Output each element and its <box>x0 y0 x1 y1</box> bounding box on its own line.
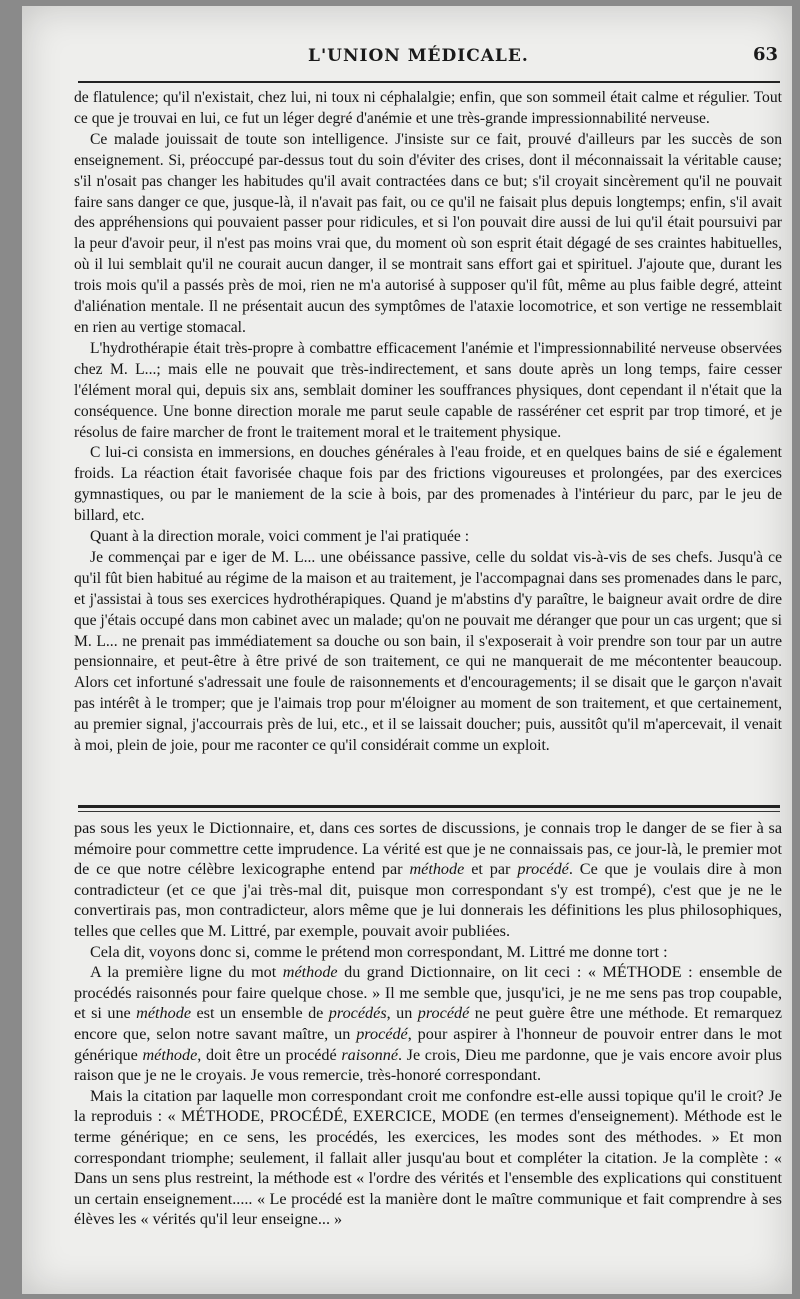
paragraph: Ce malade jouissait de toute son intelligence. J'insiste sur ce fait, prouvé d'ailleurs par les succès de son enseignement. Si, préoccupé par-dessus tout du soin d'éviter des crises, dont il méconnaissait la véritable cause; s'il n'osait pas changer les habitudes qu'il avait contractées dans ce but; s'il croyait sincèrement qu'il ne pouvait faire sans danger ce que, jusque-là, il n'avait pas fait, ou ce qu'il ne faisait plus depuis longtemps; enfin, s'il avait des appréhensions qui pouvaient passer pour ridicules, et si l'on pouvait dire aussi de lui qu'il était poursuivi par la peur d'avoir peur, il n'est pas moins vrai que, du moment où son esprit était dégagé de ses craintes habituelles, où il lui semblait qu'il ne courait aucun danger, il se montrait sans effort gai et spirituel. J'ajoute que, durant les trois mois qu'il a passés près de moi, rien ne m'a autorisé à supposer qu'il fût, même au plus faible degré, atteint d'aliénation mentale. Il ne présentait aucun des symptômes de l'ataxie locomotrice, et son vertige ne ressemblait en rien au vertige stomacal. <box>74 130 782 336</box>
section-rule-thin <box>78 811 780 812</box>
paragraph: A la première ligne du mot méthode du grand Dictionnaire, on lit ceci : « MÉTHODE : ensemble de procédés raisonnés pour faire quelque chose. » Il me semble que, jusqu'ici, je ne me sens pas trop coupable, et si une méthode est un ensemble de procédés, un procédé ne peut guère être une méthode. Et remarquez encore que, selon notre savant maître, un procédé, pour aspirer à l'honneur de pouvoir entrer dans le mot générique méthode, doit être un procédé raisonné. Je crois, Dieu me pardonne, que je vais encore avoir plus raison que je ne le croyais. Je vous remercie, très-honoré correspondant. <box>74 963 783 1085</box>
paragraph: Mais la citation par laquelle mon correspondant croit me confondre est-elle aussi topique qu'il le croit? Je la reproduis : « MÉTHODE, PROCÉDÉ, EXERCICE, MODE (en termes d'enseignement). Méthode est le terme générique; en ce sens, les procédés, les exercices, les modes sont des méthodes. » Et mon correspondant triomphe; seulement, il fallait aller jusqu'au bout et compléter la citation. Je la complète : « Dans un sens plus restreint, la méthode est « l'ordre des vérités et l'ensemble des explications qui constituent un certain enseignement..... « Le procédé est la manière dont le maître communique et fait comprendre à ses élèves les « vérités qu'il leur enseigne... » <box>74 1086 782 1229</box>
page <box>22 6 792 1294</box>
page-header <box>78 42 778 72</box>
header-rule <box>78 81 780 83</box>
upper-text-block <box>74 88 782 757</box>
paragraph: de flatulence; qu'il n'existait, chez lui, ni toux ni céphalalgie; enfin, que son sommeil était calme et régulier. Tout ce que je trouvai en lui, ce fut un léger degré d'anémie et une très-grande impressionnabilité nerveuse. <box>74 89 782 127</box>
paragraph: Cela dit, voyons donc si, comme le prétend mon correspondant, M. Littré me donne tort : <box>90 942 668 961</box>
page-number: 63 <box>752 44 778 65</box>
paragraph: Je commençai par e iger de M. L... une obéissance passive, celle du soldat vis-à-vis de ses chefs. Jusqu'à ce qu'il fût bien habitué au régime de la maison et au traitement, je l'accompagnai dans ses promenades dans le parc, et j'assistai à tous ses exercices hydrothérapiques. Quand je m'abstins d'y paraître, le baigneur avait ordre de dire que j'étais occupé dans mon cabinet avec un malade; qu'on ne pouvait me déranger que pour un cas urgent; que si M. L... ne prenait pas immédiatement sa douche ou son bain, il s'exposerait à voir prendre son tour par un autre pensionnaire, et peut-être à être privé de son traitement, ce qui ne manquerait de me mécontenter beaucoup. Alors cet infortuné s'adressait une foule de raisonnements et d'encouragements; il se disait que le garçon n'avait pas intérêt à le tromper; que je l'aimais trop pour m'éloigner au moment de son traitement, et que certainement, au premier signal, j'accourrais près de lui, etc., et il se laissait doucher; puis, aussitôt qu'il m'apercevait, il venait à moi, plein de joie, pour me raconter ce qu'il considérait comme un exploit. <box>74 548 782 755</box>
paragraph: Quant à la direction morale, voici comment je l'ai pratiquée : <box>90 528 470 546</box>
paragraph: C lui-ci consista en immersions, en douches générales à l'eau froide, et en quelques bains de sié e également froids. La réaction était favorisée chaque fois par des frictions vigoureuses et prolongées, par des exercices gymnastiques, ou par le maniement de la scie à bois, par des promenades à l'intérieur du parc, par le jeu de billard, etc. <box>74 444 782 525</box>
lower-text-block <box>74 818 782 1230</box>
paragraph: L'hydrothérapie était très-propre à combattre efficacement l'anémie et l'impressionnabilité nerveuse observées chez M. L...; mais elle ne pouvait que très-indirectement, et sans doute après un long temps, faire cesser l'élément moral qui, depuis six ans, semblait dominer les souffrances physiques, dont cependant il n'était que la conséquence. Une bonne direction morale me parut seule capable de rasséréner cet esprit par trop timoré, et je résolus de faire marcher de front le traitement moral et le traitement physique. <box>74 339 782 441</box>
running-title: L'UNION MÉDICALE. <box>308 46 529 66</box>
section-rule <box>78 805 780 808</box>
paragraph: pas sous les yeux le Dictionnaire, et, dans ces sortes de discussions, je connais trop le danger de se fier à sa mémoire pour commettre cette imprudence. La vérité est que je ne connaissais pas, ce jour-là, le premier mot de ce que notre célèbre lexicographe entend par méthode et par procédé. Ce que je voulais dire à mon contradicteur (et ce que j'ai très-mal dit, puisque mon correspondant s'y est trompé), c'est que je ne le convertirais pas, mon contradicteur, alors même que je lui donnerais les définitions les plus philosophiques, telles que celles que M. Littré, par exemple, pouvait avoir publiées. <box>74 819 782 940</box>
